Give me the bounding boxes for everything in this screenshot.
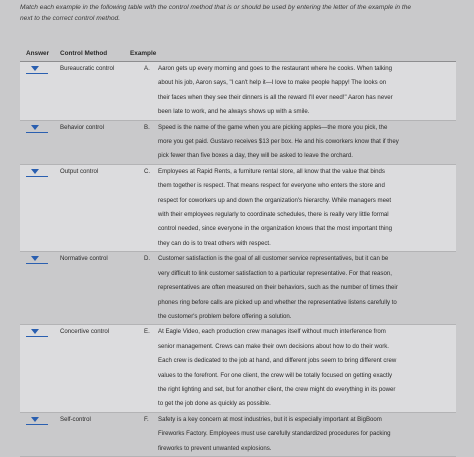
table-row: [20, 165, 456, 252]
example-text-line: more you get paid. Gustavo receives $13 per box. He and his coworkers know that if they: [158, 138, 399, 146]
table-row: [20, 252, 456, 325]
matching-table: [20, 46, 456, 457]
example-text-line: Speed is the name of the game when you are picking apples—the more you pick, the: [158, 123, 388, 131]
answer-header: Answer: [26, 50, 50, 57]
example-text: [158, 121, 456, 164]
example-text: [158, 62, 456, 120]
table-row: [20, 121, 456, 165]
chevron-down-icon: [31, 329, 39, 334]
example-text-line: Each crew is dedicated to the job at hand, and different jobs seem to bring different crew: [158, 357, 397, 365]
control-method-cell: Bureaucratic control: [60, 65, 115, 72]
answer-dropdown[interactable]: [26, 65, 48, 74]
answer-dropdown[interactable]: [26, 416, 48, 425]
example-text-line: the right lighting and set, but for another client, the crew might do everything in its power: [158, 385, 396, 393]
answer-dropdown[interactable]: [26, 124, 48, 133]
example-text-line: their faces when they see their dinners is all the reward I'll ever need!" Aaron has never: [158, 93, 393, 101]
instructions: [20, 2, 460, 24]
table-row: [20, 413, 456, 457]
example-text-line: Aaron gets up every morning and goes to the restaurant where he cooks. When talking: [158, 65, 393, 72]
instructions-line-2: next to the correct control method.: [20, 15, 121, 22]
chevron-down-icon: [31, 256, 39, 261]
example-text: [158, 252, 456, 324]
control-method-cell: Behavior control: [60, 123, 105, 131]
table-body: [20, 62, 456, 457]
example-text-line: about his job, Aaron says, "I can't help it—I love to make people happy! The looks on: [158, 79, 387, 87]
answer-dropdown[interactable]: [26, 168, 48, 177]
control-method-header: Control Method: [60, 50, 108, 57]
chevron-down-icon: [31, 125, 39, 130]
control-method-cell: Normative control: [60, 255, 108, 263]
chevron-down-icon: [31, 417, 39, 422]
answer-cell: [20, 252, 60, 324]
example-text-line: control needed, since everyone in the organization knows that the most important thing: [158, 225, 393, 233]
example-text-line: phones ring before calls are picked up and whether the representative listens carefully to: [158, 298, 397, 306]
example-text-line: respect for coworkers up and down the organization's hierarchy. While managers meet: [158, 196, 392, 204]
control-method-cell: Output control: [60, 167, 99, 175]
example-text-line: been late to work, and he always shows up with a smile.: [158, 108, 310, 116]
example-text-line: they can do is to treat others with respect.: [158, 239, 271, 247]
example-text-line: Fireworks Factory. Employees must use carefully standardized procedures for packing: [158, 430, 391, 438]
table-row: [20, 62, 456, 121]
table-header: [20, 46, 456, 62]
chevron-down-icon: [31, 169, 39, 174]
answer-cell: [20, 62, 60, 120]
example-text-line: very difficult to link customer satisfaction to a particular representative. For that reason,: [158, 269, 392, 277]
example-text-line: At Eagle Video, each production crew manages itself without much interference from: [158, 328, 386, 336]
example-text-line: representatives are often measured on their behaviors, such as the number of times their: [158, 284, 398, 292]
example-text-line: Customer satisfaction is the goal of all customer service representatives, but it can be: [158, 255, 389, 263]
control-method-cell: Concertive control: [60, 328, 110, 336]
example-text-line: to get the job done as quickly as possible.: [158, 400, 271, 408]
example-text-line: with their employees regularly to coordinate schedules, there is really very little formal: [158, 211, 389, 219]
control-method-cell: Self-control: [60, 415, 91, 423]
example-text: [158, 165, 456, 251]
answer-dropdown[interactable]: [26, 328, 48, 337]
table-row: [20, 325, 456, 412]
example-text-line: fireworks to prevent unwanted explosions.: [158, 444, 272, 452]
example-text-line: senior management. Crews can make their own decisions about how to do their work.: [158, 342, 390, 350]
example-letter: A.: [144, 65, 150, 72]
example-header: Example: [130, 50, 157, 57]
example-letter: B.: [144, 123, 150, 131]
answer-cell: [20, 413, 60, 456]
answer-cell: [20, 121, 60, 164]
answer-dropdown[interactable]: [26, 255, 48, 264]
example-text-line: values to the forefront. For one client, the crew will be totally focused on getting exactly: [158, 371, 393, 379]
example-text: [158, 325, 456, 411]
chevron-down-icon: [31, 66, 39, 71]
example-text-line: the customer's problem before offering a solution.: [158, 312, 292, 320]
example-text-line: them together is respect. That means respect for everyone who enters the store and: [158, 182, 385, 190]
answer-cell: [20, 165, 60, 251]
example-text-line: pick fewer than five boxes a day, they will be asked to leave the orchard.: [158, 152, 353, 160]
example-text-line: Safety is a key concern at most industries, but it is especially important at BigBoom: [158, 415, 382, 423]
example-letter: D.: [144, 255, 151, 263]
example-letter: F.: [144, 415, 149, 423]
example-text: [158, 413, 456, 456]
instructions-line-1: Match each example in the following table with the control method that is or should be used by entering the letter of the example in the: [20, 4, 412, 11]
example-letter: C.: [144, 167, 151, 175]
example-letter: E.: [144, 328, 150, 336]
example-text-line: Employees at Rapid Rents, a furniture rental store, all know that the value that binds: [158, 167, 385, 175]
answer-cell: [20, 325, 60, 411]
